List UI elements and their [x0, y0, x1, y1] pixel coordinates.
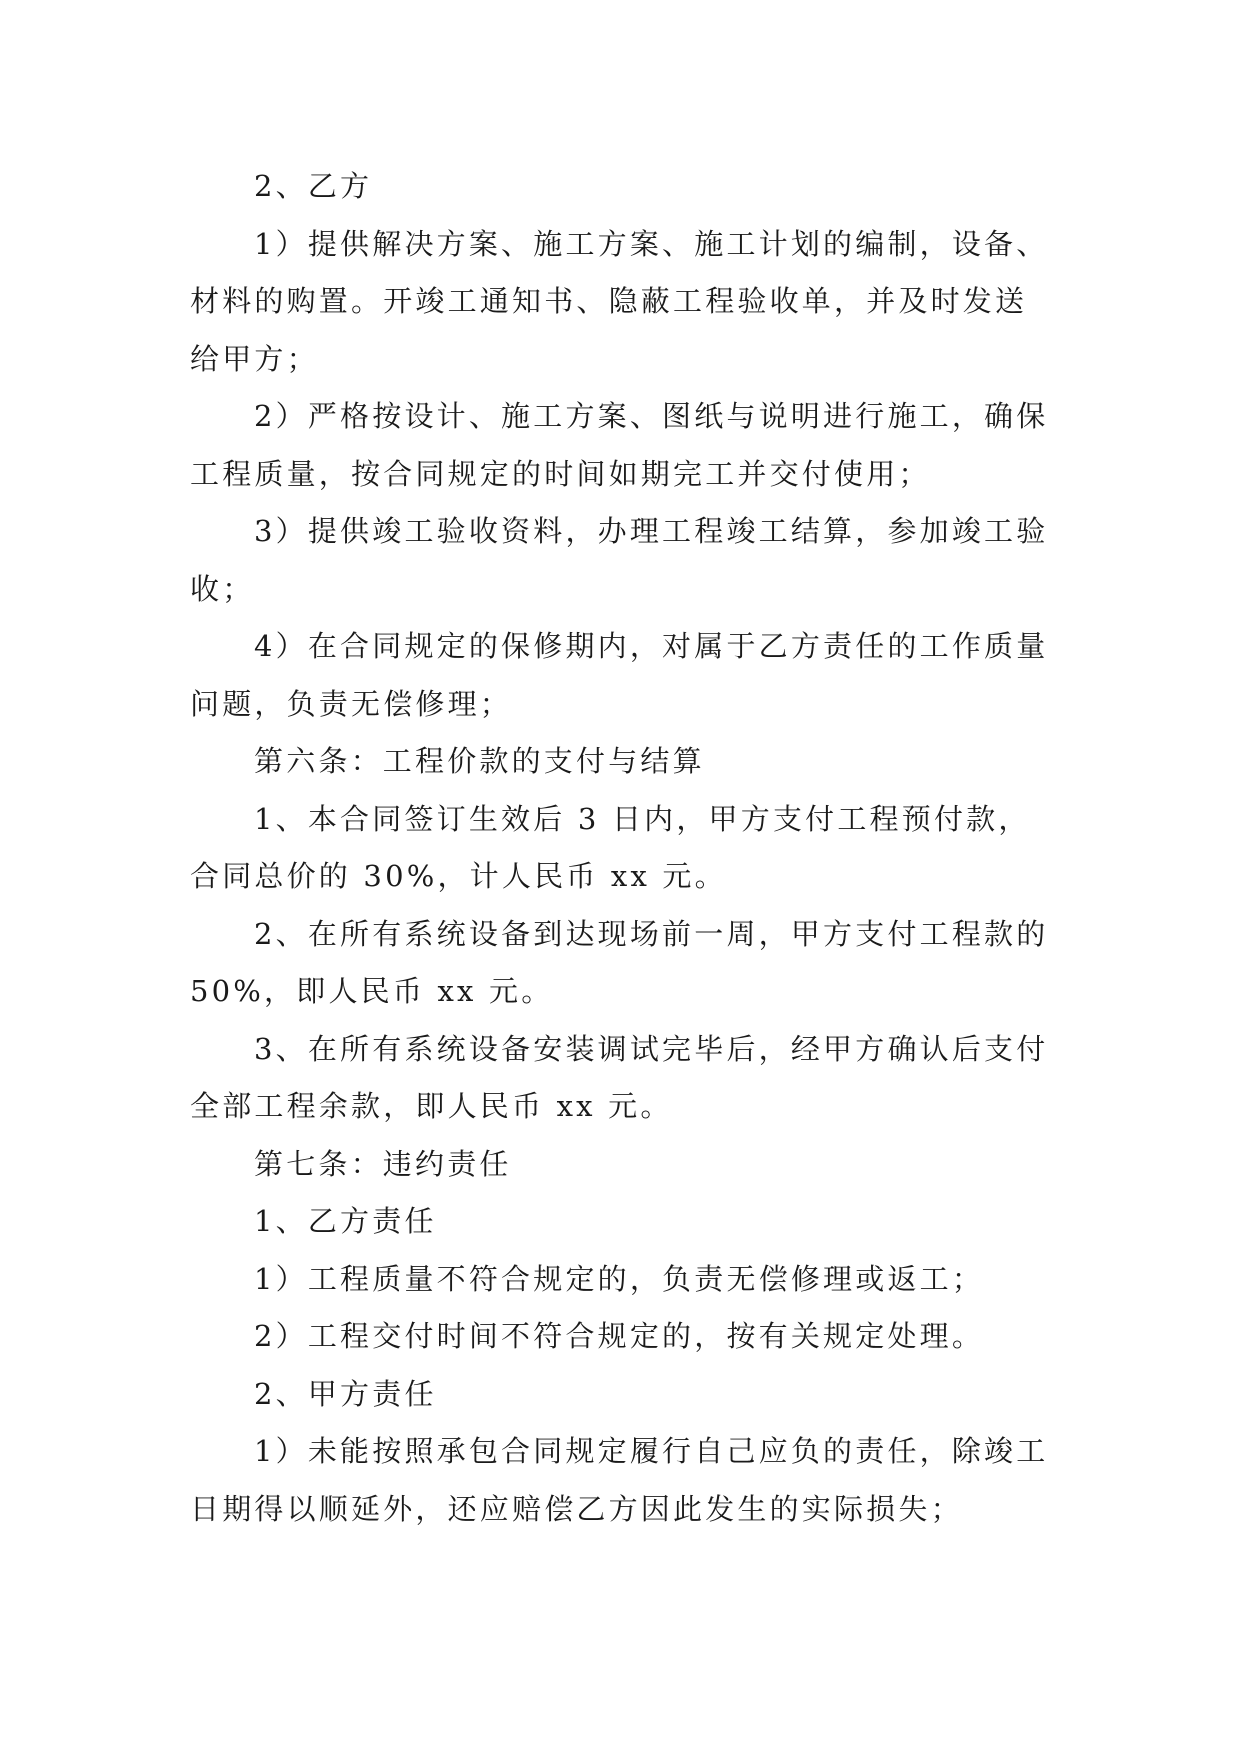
paragraph: 4）在合同规定的保修期内，对属于乙方责任的工作质量问题，负责无偿修理；: [190, 629, 1049, 721]
paragraph: 2、乙方: [254, 169, 373, 203]
paragraph: 2、甲方责任: [254, 1376, 437, 1411]
paragraph: 1、乙方责任: [254, 1204, 437, 1238]
paragraph: 1）提供解决方案、施工方案、施工计划的编制，设备、材料的购置。开竣工通知书、隐蔽工程验收单，并及时发送给甲方；: [190, 226, 1049, 376]
paragraph: 2）严格按设计、施工方案、图纸与说明进行施工，确保工程质量，按合同规定的时间如期完工并交付使用；: [190, 399, 1049, 491]
paragraph: 3）提供竣工验收资料，办理工程竣工结算，参加竣工验收；: [190, 514, 1049, 606]
paragraph: 1）工程质量不符合规定的，负责无偿修理或返工；: [254, 1261, 985, 1296]
document-body: [190, 158, 1050, 1538]
section-heading: 第六条：工程价款的支付与结算: [254, 744, 705, 778]
section-heading: 第七条：违约责任: [254, 1146, 512, 1181]
paragraph: 3、在所有系统设备安装调试完毕后，经甲方确认后支付全部工程余款，即人民币 xx 元。: [190, 1031, 1049, 1123]
paragraph: 2、在所有系统设备到达现场前一周，甲方支付工程款的 50%，即人民币 xx 元。: [190, 916, 1049, 1008]
paragraph: 2）工程交付时间不符合规定的，按有关规定处理。: [254, 1319, 985, 1353]
paragraph: 1、本合同签订生效后 3 日内，甲方支付工程预付款，合同总价的 30%，计人民币 xx 元。: [190, 801, 1031, 893]
paragraph: 1）未能按照承包合同规定履行自己应负的责任，除竣工日期得以顺延外，还应赔偿乙方因此发生的实际损失；: [190, 1434, 1049, 1526]
